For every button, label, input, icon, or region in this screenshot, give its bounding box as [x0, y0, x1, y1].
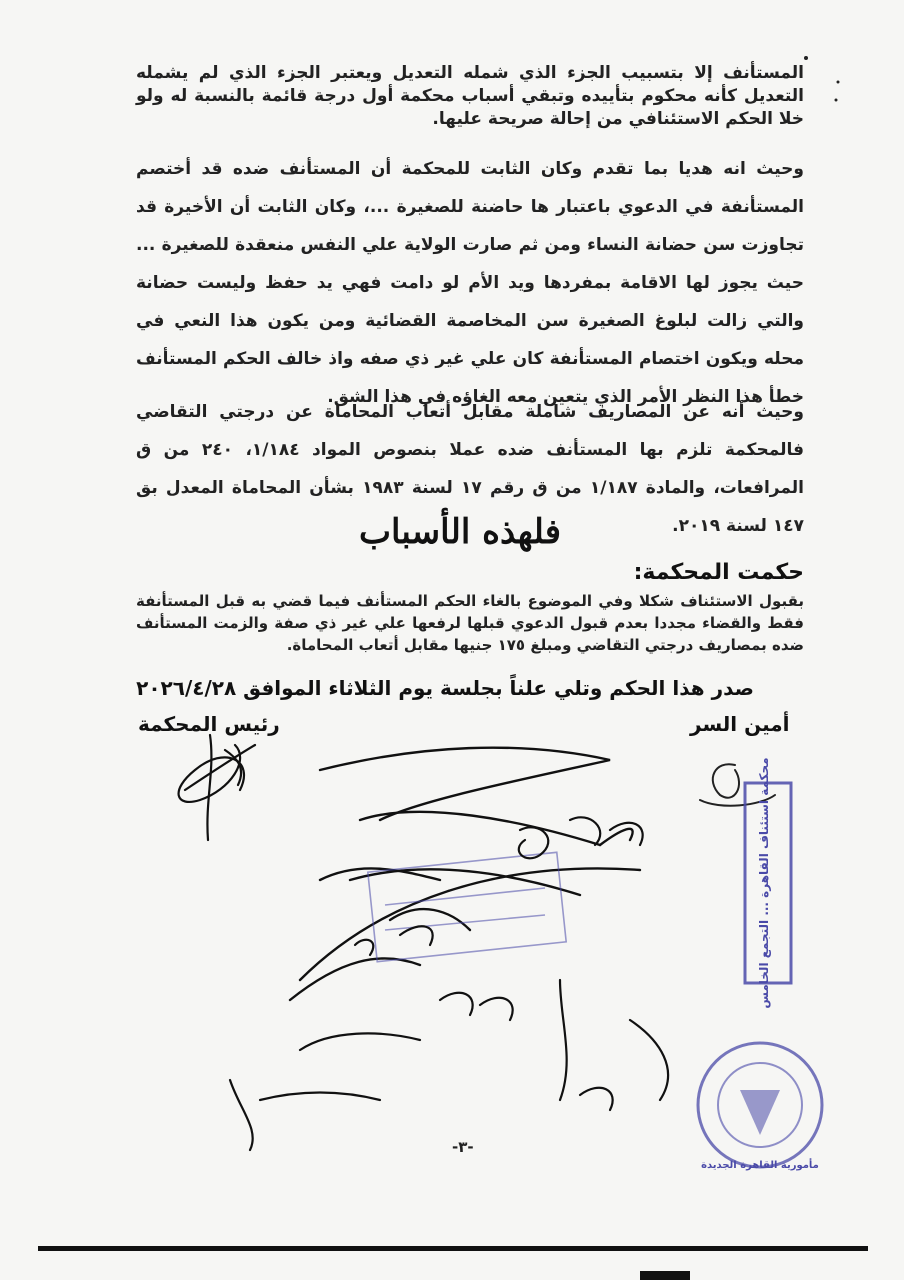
paragraph-3: وحيث أنه عن المصاريف شاملة مقابل أتعاب المحاماة عن درجتي التقاضي فالمحكمة تلزم بها المستأنف ضده عملا بنصوص المواد ١/١٨٤، ٢٤٠ من ق المرافعات، والمادة ١/١٨٧ من ق رقم ١٧ لسنة ١٩٨٣ بشأن المحاماة المعدل بق ١٤٧ لسنة ٢٠١٩. [136, 402, 804, 536]
president-label: رئيس المحكمة [138, 712, 280, 736]
page-bottom-mark [640, 1271, 690, 1280]
president-signature [179, 735, 255, 840]
margin-marks [804, 56, 840, 102]
secretary-label: أمين السر [690, 712, 790, 736]
paragraph-2: وحيث انه هديا بما تقدم وكان الثابت للمحكمة أن المستأنف ضده قد أختصم المستأنفة في الدعوي باعتبار ها حاضنة للصغيرة ...، وكان الثابت أن الأخيرة قد تجاوزت سن حضانة النساء ومن ثم صارت الولاية علي النفس منعقدة للصغيرة ... حيث يجوز لها الاقامة بمفردها ويد الأم لو دامت فهي يد حفظ وليست حضانة والتي زالت لبلوغ الصغيرة سن المخاصمة القضائية ومن يكون هذا النعي في محله ويكون اختصام المستأنفة كان علي غير ذي صفه واذ خالف الحكم المستأنف خطأ هذا النظر الأمر الذي يتعين معه الغاؤه في هذا الشق. [136, 159, 804, 407]
received-copy-stamp [368, 852, 566, 961]
paragraph-1: المستأنف إلا بتسبيب الجزء الذي شمله التعديل ويعتبر الجزء الذي لم يشمله التعديل كأنه محكوم بتأييده وتبقي أسباب محكمة أول درجة قائمة بالنسبة له ولو خلا الحكم الاستئنافي من إحالة صريحة عليها. [136, 63, 804, 129]
secretary-signature [700, 764, 775, 806]
receipt-signature [290, 748, 640, 1000]
page-bottom-rule [38, 1246, 868, 1251]
court-ruled-label: حكمت المحكمة: [633, 560, 804, 585]
court-rect-stamp [745, 757, 791, 1008]
court-rect-stamp-text: محكمة استئناف القاهرة ... التجمع الخامس [757, 757, 771, 1009]
page-number: -٣- [452, 1138, 474, 1156]
section-heading: فلهذه الأسباب [359, 512, 561, 552]
eagle-emblem-icon [740, 1090, 780, 1135]
issued-statement: صدر هذا الحكم وتلي علناً بجلسة يوم الثلاثاء الموافق ٢٠٢٦/٤/٢٨ [136, 676, 754, 700]
round-seal-text: مأمورية القاهرة الجديدة [701, 1160, 819, 1171]
ruling-text: بقبول الاستئناف شكلا وفي الموضوع بالغاء الحكم المستأنف فيما قضي به قبل المستأنفة فقط والقضاء مجددا بعدم قبول الدعوي قبلها لرفعها علي غير ذي صفة والزمت المستأنف ضده بمصاريف درجتي التقاضي ومبلغ ١٧٥ جنيها مقابل أتعاب المحاماة. [136, 592, 804, 654]
handwritten-numbers [230, 817, 668, 1150]
court-round-seal [698, 1043, 822, 1171]
